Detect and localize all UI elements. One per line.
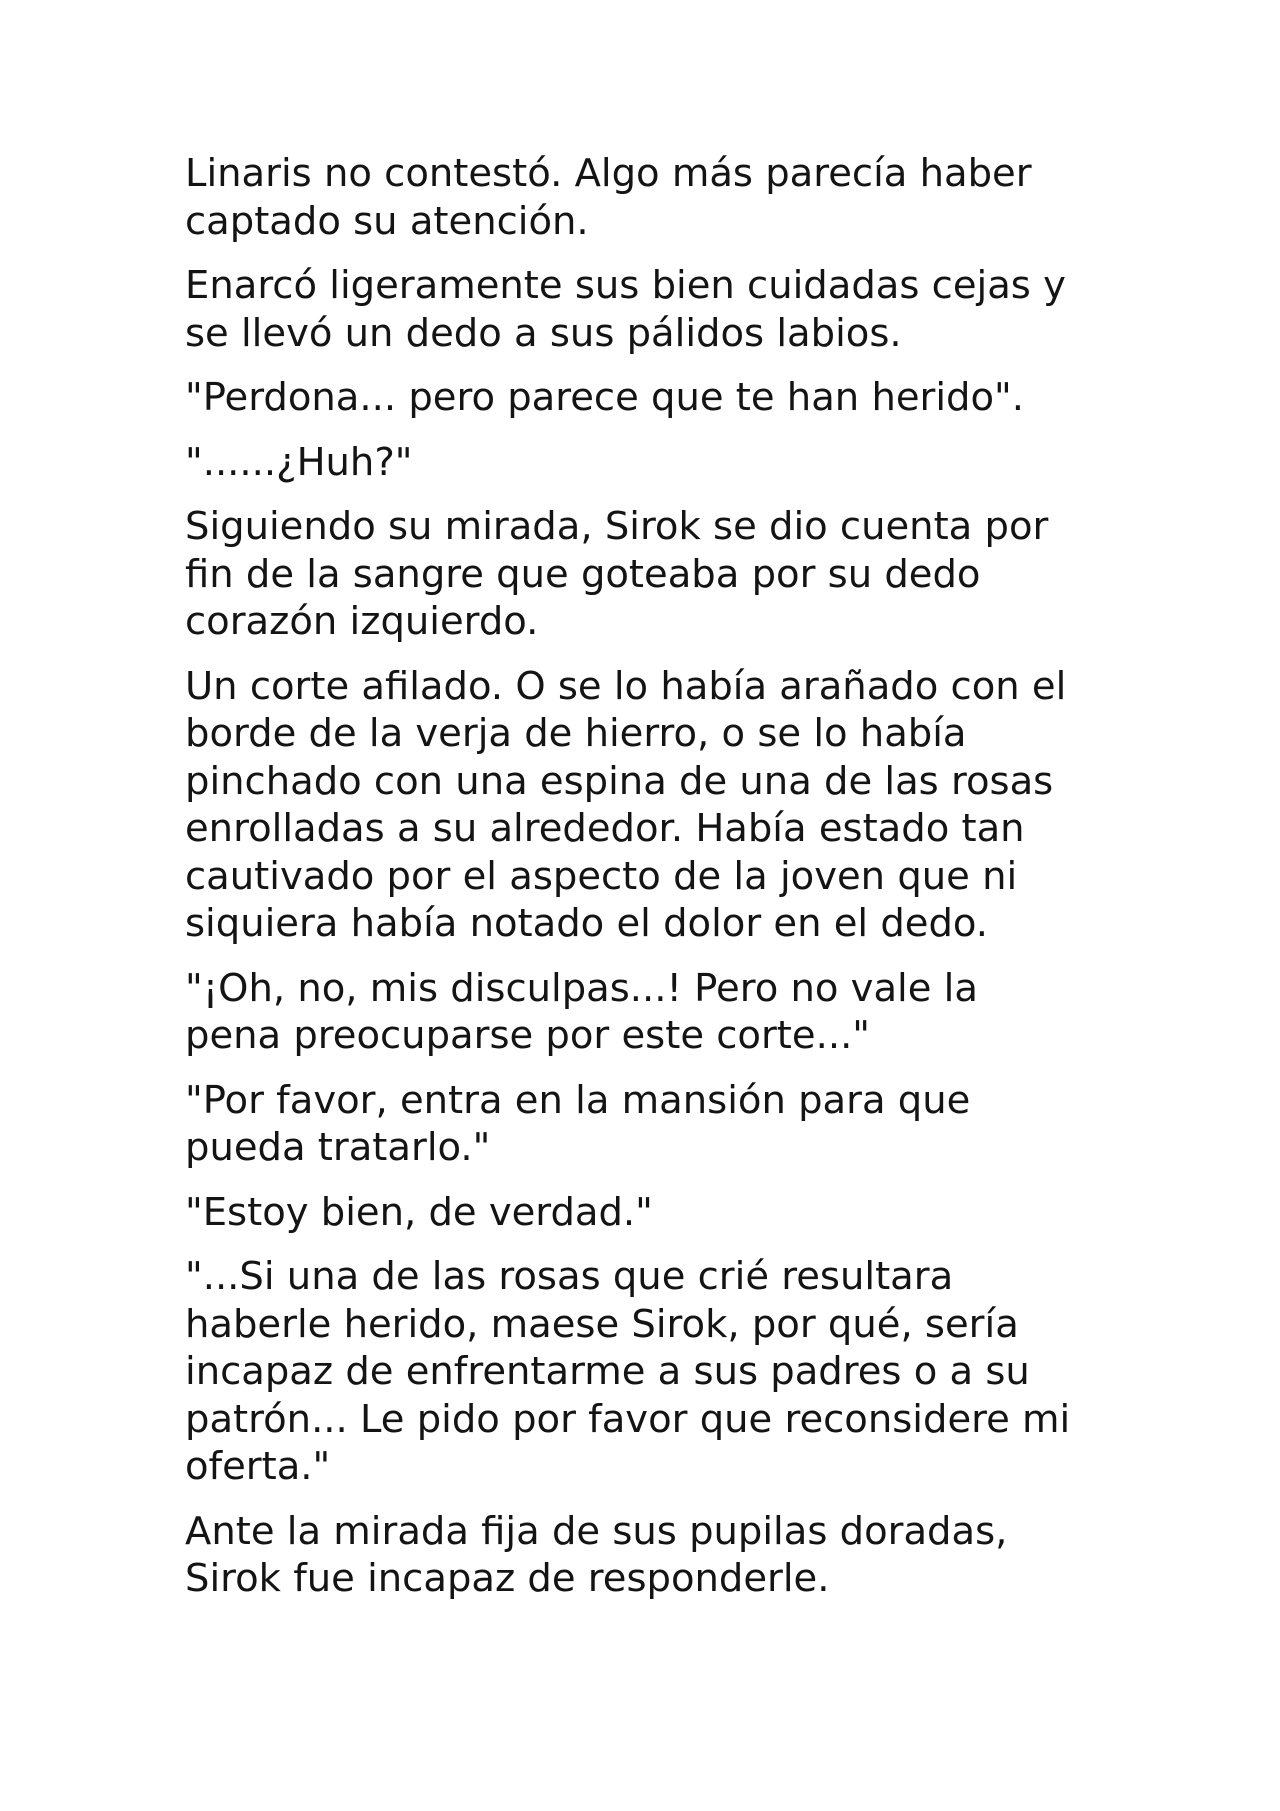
paragraph-3: "Perdona... pero parece que te han herido". (185, 375, 1024, 420)
paragraph-5: Siguiendo su mirada, Sirok se dio cuenta por fin de la sangre que goteaba por su dedo corazón izquierdo. (185, 504, 1049, 644)
paragraph-7: "¡Oh, no, mis disculpas...! Pero no vale la pena preocuparse por este corte..." (185, 965, 978, 1058)
paragraph-4: "......¿Huh?" (185, 439, 413, 485)
paragraph-2: Enarcó ligeramente sus bien cuidadas cejas y se llevó un dedo a sus pálidos labios. (185, 263, 1066, 356)
paragraph-8: "Por favor, entra en la mansión para que pueda tratarlo." (185, 1077, 971, 1170)
paragraph-1: Linaris no contestó. Algo más parecía haber captado su atención. (185, 151, 1032, 244)
paragraph-11: Ante la mirada fija de sus pupilas doradas, Sirok fue incapaz de responderle. (185, 1508, 1008, 1601)
paragraph-9: "Estoy bien, de verdad." (185, 1189, 653, 1235)
paragraph-10: "...Si una de las rosas que crié resultara haberle herido, maese Sirok, por qué, sería incapaz de enfrentarme a sus padres o a su patrón... Le pido por favor que reconsidere mi oferta." (185, 1254, 1071, 1489)
body-text (185, 150, 1105, 1620)
paragraph-6: Un corte afilado. O se lo había arañado con el borde de la verja de hierro, o se lo había pinchado con una espina de una de las rosas enrolladas a su alrededor. Había estado tan cautivado por el aspecto de la joven que ni siquiera había notado el dolor en el dedo. (185, 663, 1067, 946)
